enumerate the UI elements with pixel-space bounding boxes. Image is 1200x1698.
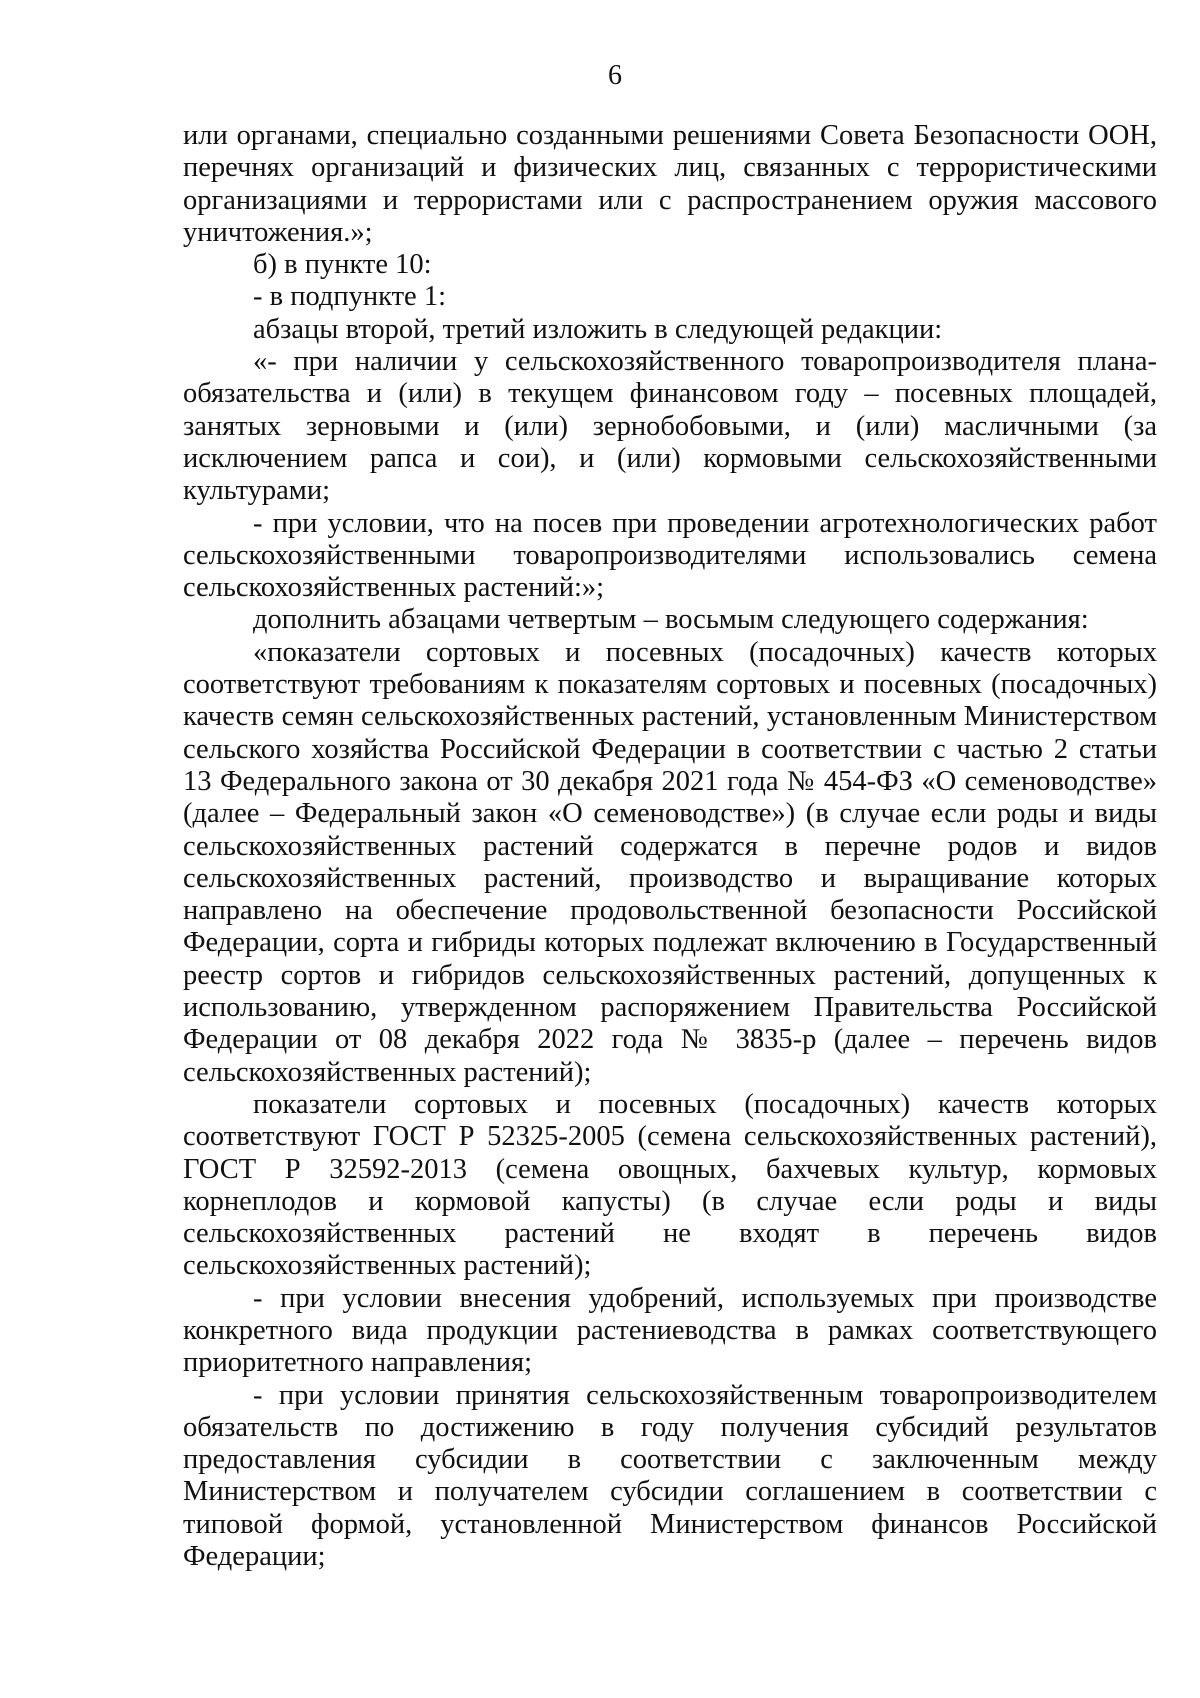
paragraph-add-instruction: дополнить абзацами четвертым – восьмым следующего содержания: xyxy=(253,604,1089,636)
paragraph-seed-condition: - при условии, что на посев при проведении агротехнологических работ сельскохозяйственными товаропроизводителями использовались семена сельскохозяйственных растений:»; xyxy=(183,507,1157,604)
paragraph-seed-quality-federal: «показатели сортовых и посевных (посадочных) качеств которых соответствуют требованиям к показателям сортовых и посевных (посадочных) качеств семян сельскохозяйственных растений, установленным Министерством сельского хозяйства Российской Федерации в соответствии с частью 2 статьи 13 Федерального закона от 30 декабря 2021 года № 454-ФЗ «О семеноводстве» (далее – Федеральный закон «О семеноводстве») (в случае если роды и виды сельскохозяйственных растений содержатся в перечне родов и видов сельскохозяйственных растений, производство и выращивание которых направлено на обеспечение продовольственной безопасности Российской Федерации, сорта и гибриды которых подлежат включению в Государственный реестр сортов и гибридов сельскохозяйственных растений, допущенных к использованию, утвержденном распоряжением Правительства Российской Федерации от 08 декабря 2022 года № 3835-р (далее – перечень видов сельскохозяйственных растений); xyxy=(183,636,1157,1088)
page-number: 6 xyxy=(608,60,622,91)
paragraph-obligation-condition: - при условии принятия сельскохозяйственным товаропроизводителем обязательств по достижению в году получения субсидий результатов предоставления субсидии в соответствии с заключенным между Министерством и получателем субсидии соглашением в соответствии с типовой формой, установленной Министерством финансов Российской Федерации; xyxy=(183,1379,1157,1573)
paragraph-plan-obligation: «- при наличии у сельскохозяйственного товаропроизводителя плана-обязательства и (или) в текущем финансовом году – посевных площадей, занятых зерновыми и (или) зернобобовыми, и (или) масличными (за исключением рапса и сои), и (или) кормовыми сельскохозяйственными культурами; xyxy=(183,346,1157,507)
paragraph-fertilizer-condition: - при условии внесения удобрений, используемых при производстве конкретного вида продукции растениеводства в рамках соответствующего приоритетного направления; xyxy=(183,1282,1157,1379)
document-body xyxy=(183,120,1157,1573)
paragraph-amend-instruction: абзацы второй, третий изложить в следующей редакции: xyxy=(253,313,943,345)
paragraph-item-b: б) в пункте 10: xyxy=(253,249,432,281)
paragraph-subitem-1: - в подпункте 1: xyxy=(253,281,447,313)
paragraph-seed-quality-gost: показатели сортовых и посевных (посадочных) качеств которых соответствуют ГОСТ Р 52325-2005 (семена сельскохозяйственных растений), ГОСТ Р 32592-2013 (семена овощных, бахчевых культур, кормовых корнеплодов и кормовой капусты) (в случае если роды и виды сельскохозяйственных растений не входят в перечень видов сельскохозяйственных растений); xyxy=(183,1088,1157,1282)
paragraph-continuation: или органами, специально созданными решениями Совета Безопасности ООН, перечнях организаций и физических лиц, связанных с террористическими организациями и террористами или с распространением оружия массового уничтожения.»; xyxy=(183,120,1157,248)
